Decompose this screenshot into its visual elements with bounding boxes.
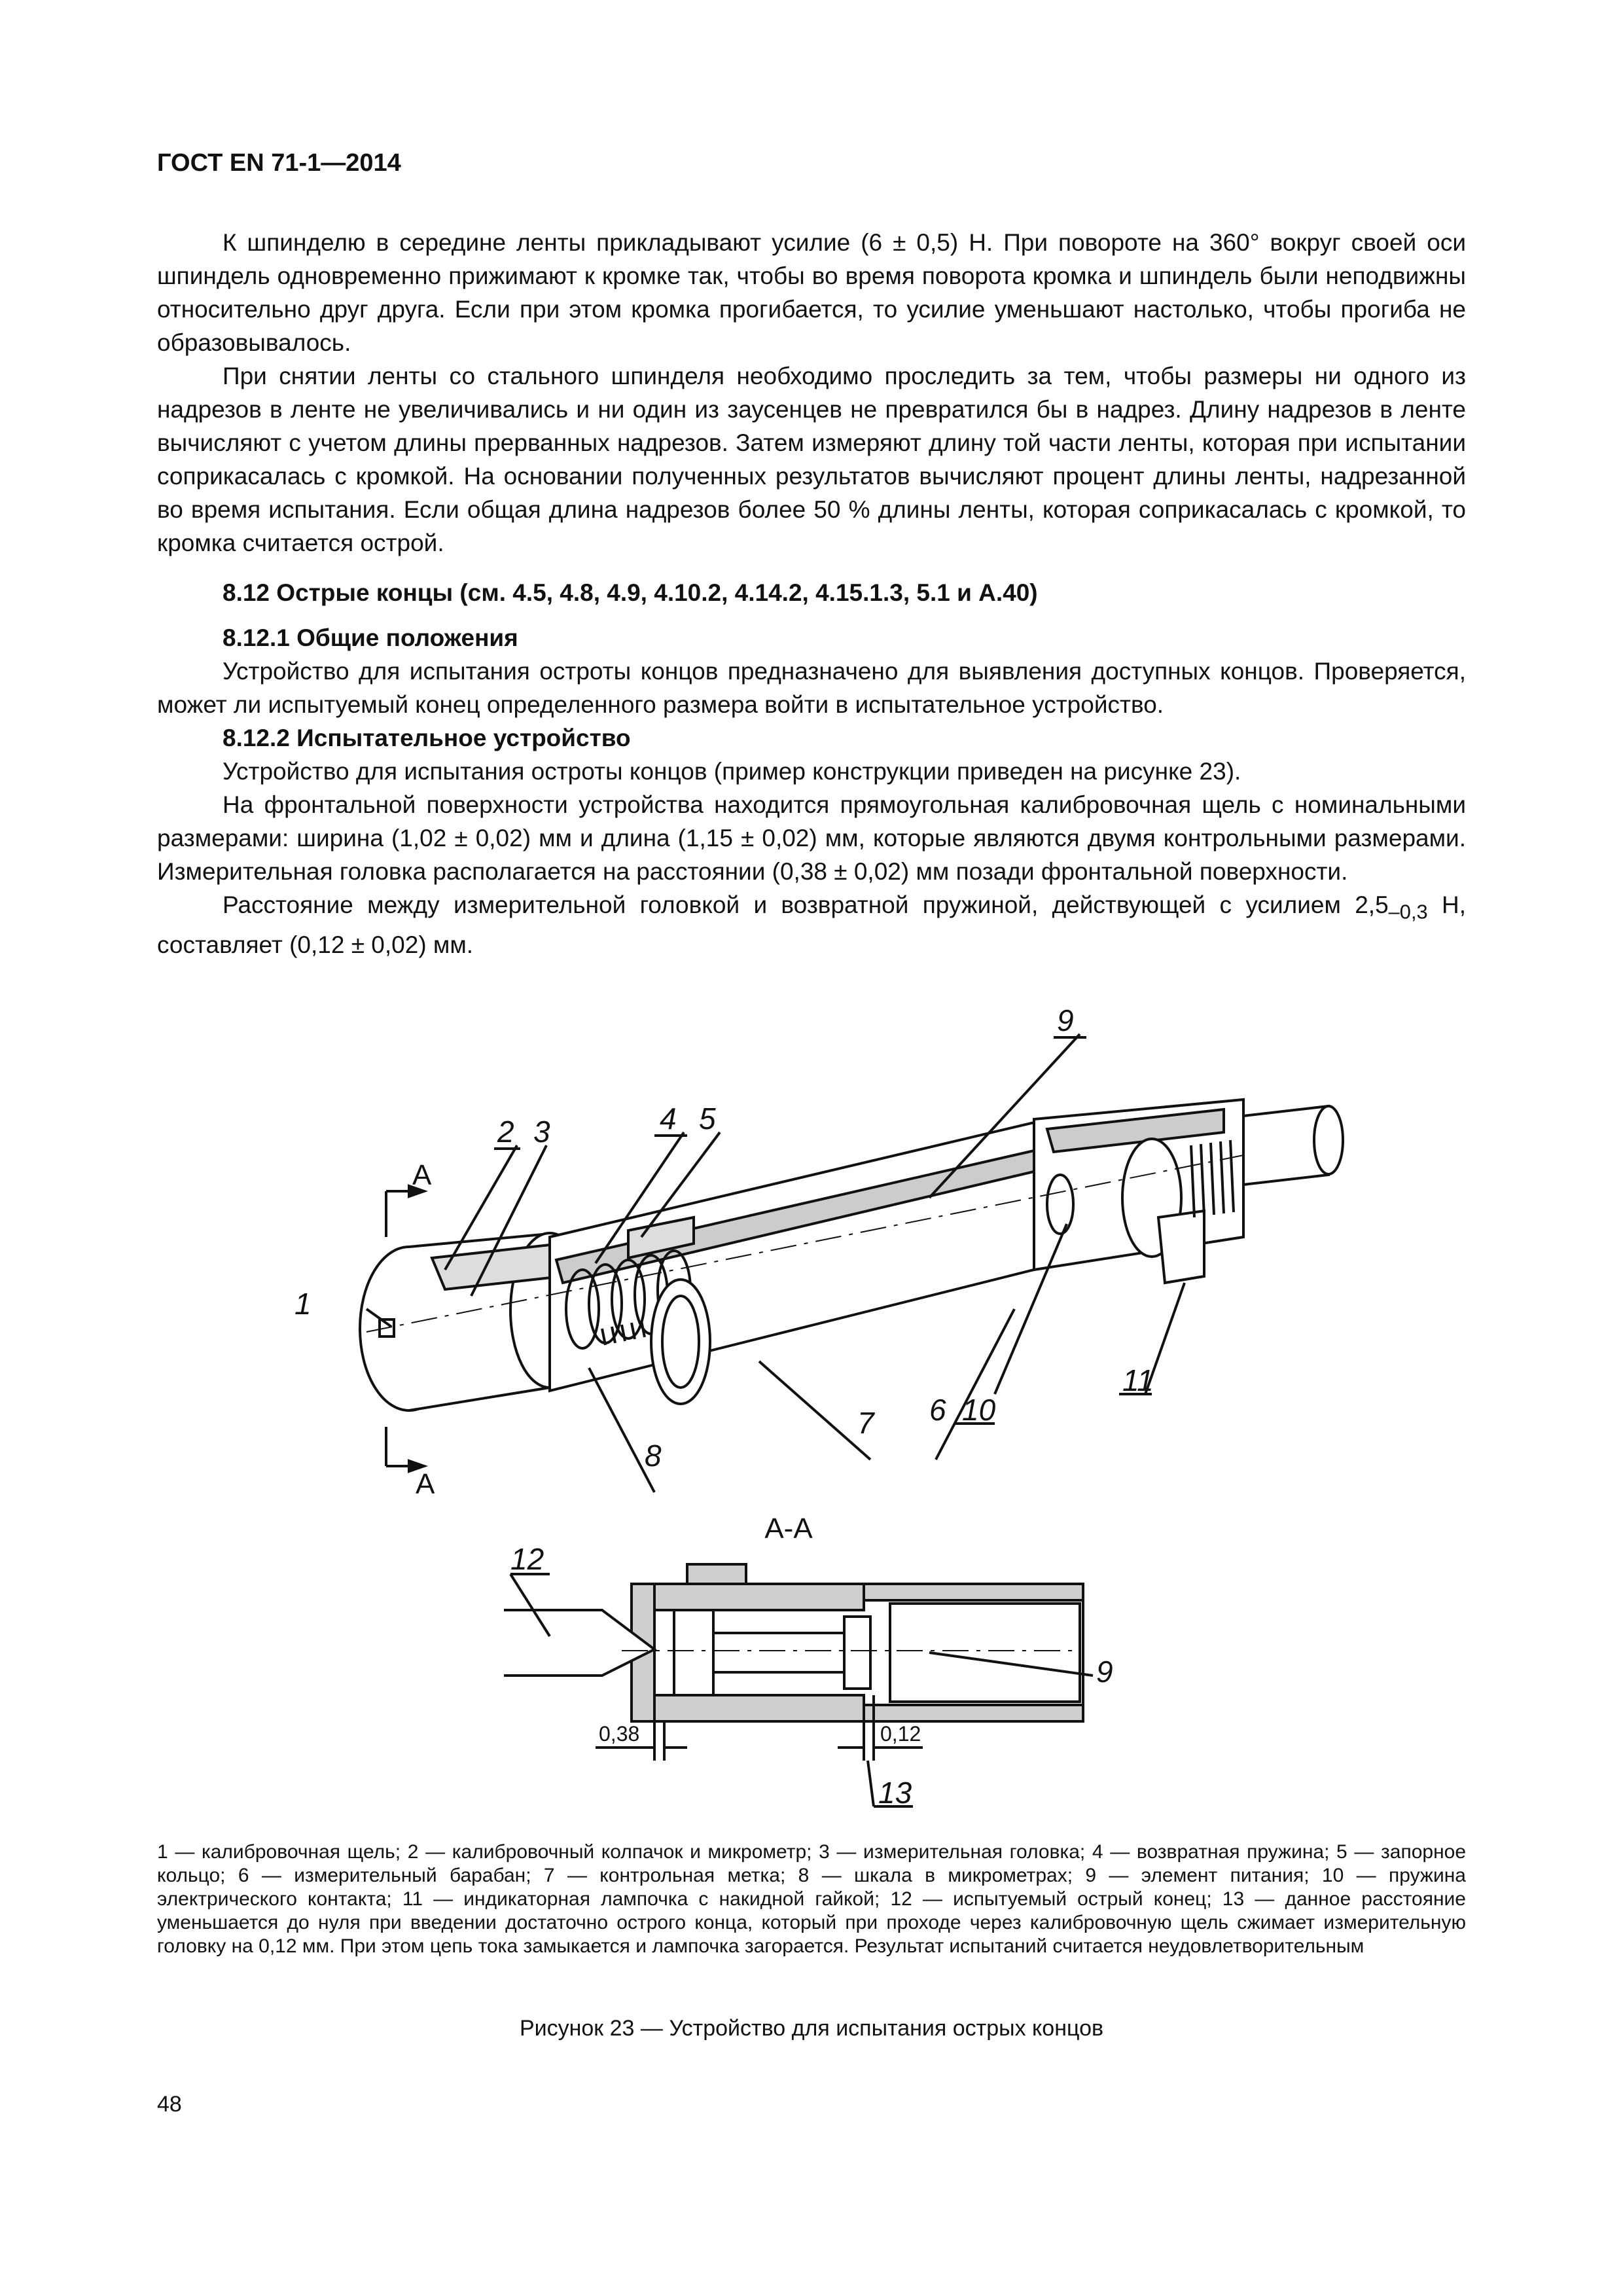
lamp-nut [1158, 1211, 1204, 1283]
paragraph-front-surface: На фронтальной поверхности устройства находится прямоугольная калибровочная щель с номинальными размерами: ширина (1,02 ± 0,02) мм и длина (1,15 ± 0,02) мм, которые являются двумя контрольными размерами. Измерительная головка располагается на расстоянии (0,38 ± 0,02) мм позади фронтальной поверхности. [157, 791, 1466, 885]
section-callout-12: 12 [510, 1542, 544, 1576]
section-callout-13: 13 [878, 1776, 912, 1810]
section-title: А-А [764, 1513, 813, 1545]
paragraph-device: Устройство для испытания остроты концов (пример конструкции приведен на рисунке 23). [223, 758, 1241, 785]
document-header: ГОСТ EN 71-1—2014 [157, 149, 401, 177]
callout-7: 7 [857, 1406, 874, 1440]
callout-1: 1 [294, 1287, 312, 1321]
body-text-section [157, 576, 1466, 961]
leader-6 [936, 1309, 1014, 1460]
leader-8 [589, 1368, 654, 1492]
callout-5: 5 [699, 1102, 716, 1136]
figure-legend: 1 — калибровочная щель; 2 — калибровочный колпачок и микрометр; 3 — измерительная головка; 4 — возвратная пружина; 5 — запорное кольцо; 6 — измерительный барабан; 7 — контрольная метка; 8 — шкала в микрометрах; 9 — элемент питания; 10 — пружина электрического контакта; 11 — индикаторная лампочка с накидной гайкой; 12 — испытуемый острый конец; 13 — данное расстояние уменьшается до нуля при введении достаточно острого конца, который при проходе через калибровочную щель сжимает измерительную головку на 0,12 мм. При этом цепь тока замыкается и лампочка загорается. Результат испытаний считается неудовлетворительным [157, 1841, 1466, 1957]
device-drawing [275, 1001, 1335, 1500]
page-number: 48 [157, 2092, 182, 2117]
distance-text-b: Н, составляет (0,12 ± 0,02) мм. [157, 891, 1466, 959]
paragraph-spindle-force: К шпинделю в середине ленты прикладывают усилие (6 ± 0,5) Н. При повороте на 360° вокруг своей оси шпиндель одновременно прижимают к кромке так, чтобы во время поворота кромка и шпиндель были неподвижны относительно друг друга. Если при этом кромка прогибается, то усилие уменьшают настолько, чтобы прогиба не образовывалось. [157, 229, 1466, 356]
callout-10: 10 [962, 1393, 996, 1427]
force-tolerance: –0,3 [1388, 900, 1428, 924]
paragraph-tape-removal: При снятии ленты со стального шпинделя необходимо проследить за тем, чтобы размеры ни одного из надрезов в ленте не увеличивались и ни один из заусенцев не превратился бы в надрез. Длину надрезов в ленте вычисляют с учетом длины прерванных надрезов. Затем измеряют длину той части ленты, которая при испытании соприкасалась с кромкой. На основании полученных результатов вычисляют процент длины ленты, надрезанной во время испытания. Если общая длина надрезов более 50 % длины ленты, которая соприкасалась с кромкой, то кромка считается острой. [157, 363, 1466, 556]
paragraph-general: Устройство для испытания остроты концов предназначено для выявления доступных концов. Проверяется, может ли испытуемый конец определенного размера войти в испытательное устройство. [157, 658, 1466, 718]
callout-2: 2 [497, 1115, 514, 1149]
dimension-right: 0,12 [880, 1722, 921, 1746]
callout-11: 11 [1122, 1363, 1154, 1397]
paragraph-distance [157, 888, 1466, 961]
heading-8-12-1: 8.12.1 Общие положения [223, 624, 518, 651]
figure-caption: Рисунок 23 — Устройство для испытания острых концов [519, 2016, 1104, 2041]
callout-4: 4 [660, 1102, 677, 1136]
body-text-upper [157, 226, 1466, 560]
callout-3: 3 [533, 1115, 550, 1149]
control-mark-ring [651, 1280, 710, 1404]
dimension-left: 0,38 [599, 1722, 640, 1746]
section-mark-bottom: А [416, 1468, 435, 1500]
callout-8: 8 [645, 1439, 662, 1473]
section-mark-top: А [412, 1159, 432, 1191]
section-callout-9: 9 [1096, 1655, 1113, 1689]
heading-8-12-2: 8.12.2 Испытательное устройство [223, 725, 631, 751]
distance-text-a: Расстояние между измерительной головкой и возвратной пружиной, действующей с усилием 2,5 [223, 891, 1389, 918]
leader-7 [759, 1361, 870, 1460]
battery-element [890, 1604, 1080, 1702]
callout-9: 9 [1057, 1003, 1074, 1037]
section-a-a-drawing [471, 1513, 1126, 1833]
heading-8-12: 8.12 Острые концы (см. 4.5, 4.8, 4.9, 4.10.2, 4.14.2, 4.15.1.3, 5.1 и А.40) [223, 579, 1038, 606]
callout-6: 6 [929, 1393, 946, 1427]
